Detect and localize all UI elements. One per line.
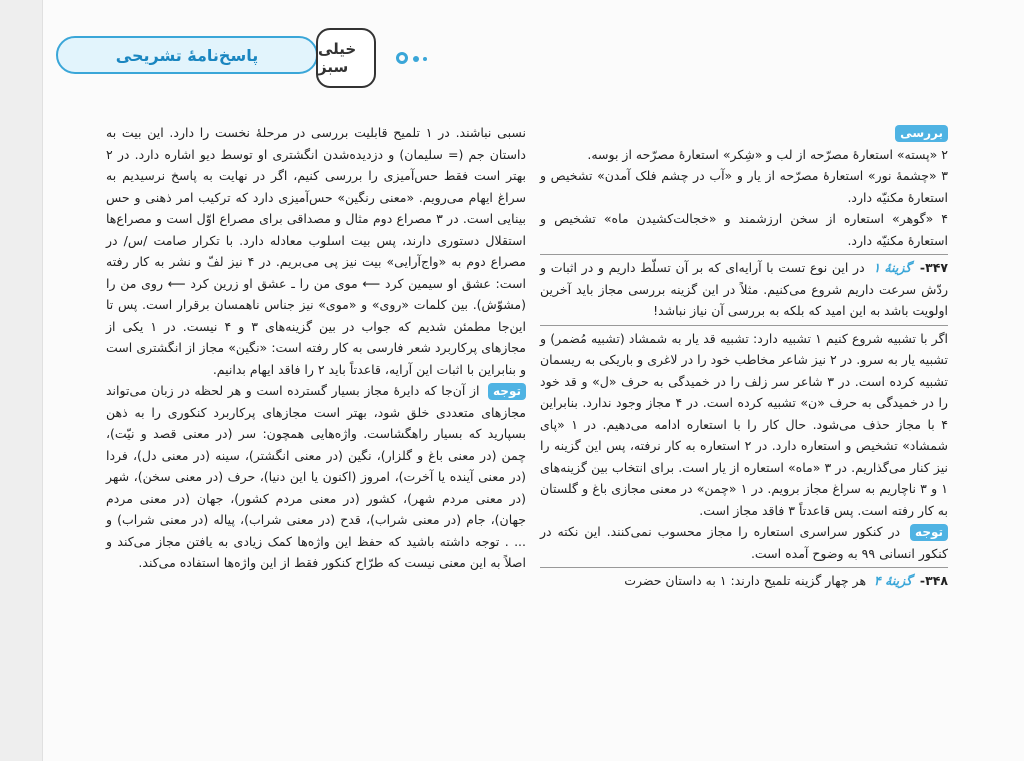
right-column bbox=[540, 122, 948, 592]
decor-circle-icon bbox=[396, 52, 408, 64]
question-number: ۳۴۷- bbox=[919, 260, 949, 275]
review-item-2: ۲ «پسته» استعارهٔ مصرّحه از لب و «شِکر» استعارهٔ مصرّحه از بوسه. bbox=[587, 146, 948, 162]
note-tag: توجه bbox=[910, 524, 948, 541]
question-347-body: اگر با تشبیه شروع کنیم ۱ تشبیه دارد: تشبیه قد یار به شمشاد (تشبیه مُضمر) و تشبیه یار به سرو. در ۲ نیز شاعر مخاطب خود را در لاغری و باریکی به ریسمان تشبیه کرده است. در ۳ شاعر سر زلف را در خمیدگی به حرف «ل» و قد خود را در خمیدگی به حرف «ن» تشبیه کرده است. در ۴ مجاز وجود ندارد. بنابراین ۴ با مجاز حذف می‌شود. حال کار را با استعاره ادامه می‌دهیم. در ۱ «پای شمشاد» تشخیص و استعاره دارد. در ۲ استعاره به کار نرفته، پس این گزینه را نیز کنار می‌گذاریم. در ۳ «ماه» استعاره از یار است. برای انتخاب بین گزینه‌های ۱ و ۳ ناچاریم به سراغ مجاز برویم. در ۱ «چمن» در معنی مجازی باغ و گلستان به کار رفته است. پس قاعدتاً ۳ فاقد مجاز است. bbox=[540, 330, 948, 518]
question-intro: در این نوع تست با آرایه‌ای که بر آن تسلّط داریم و در اثبات و ردّش سرعت داریم شروع می‌کنیم. مثلاً در این گزینه بررسی مجاز باید آخرین اولویت باشد به این امید که بلکه به بررسی آن نیاز نباشد! bbox=[540, 260, 948, 318]
question-number: ۳۴۸- bbox=[919, 573, 948, 588]
header-title: پاسخ‌نامهٔ تشریحی bbox=[115, 45, 259, 65]
review-tag: بررسی bbox=[895, 125, 948, 142]
note-paragraph bbox=[106, 380, 526, 574]
review-item-4: ۴ «گوهر» استعاره از سخن ارزشمند و «خجالت‌کشیدن ماه» تشخیص و استعارهٔ مکنیّه دارد. bbox=[540, 211, 948, 248]
answer-option: گزینهٔ ۴ bbox=[874, 573, 912, 588]
question-intro: هر چهار گزینه تلمیح دارند: ۱ به داستان حضرت bbox=[624, 573, 867, 588]
decor-dot-small-icon bbox=[423, 57, 427, 61]
divider bbox=[540, 254, 948, 255]
note-text: از آن‌جا که دایرهٔ مجاز بسیار گسترده است و هر لحظه در زبان می‌تواند مجازهای متعددی خلق شود، بهتر است مجازهای پرکاربرد کنکوری را به ذهن بسپارید که بسیار راهگشاست. واژه‌هایی همچون: سر (در معنی قصد و نیّت)، چمن (در معنی باغ و گلزار)، نگین (در معنی انگشتر)، سینه (در معنی دل)، فردا (در معنی آینده یا آخرت)، امروز (اکنون یا این دنیا)، حرف (در معنی سخن)، شهر (در معنی مردم شهر)، کشور (در معنی مردم کشور)، جهان (در معنی مردم جهان)، جام (در معنی شراب)، قدح (در معنی شراب)، پیاله (در معنی شراب) و ... . توجه داشته باشید که حفظ این واژه‌ها کمک زیادی به یافتن مجاز می‌کند و اصلاً به این معنی نیست که طرّاح کنکور فقط از این واژه‌ها استفاده می‌کند. bbox=[106, 383, 526, 570]
divider bbox=[540, 325, 948, 326]
decor-dot-icon bbox=[413, 56, 419, 62]
header-banner bbox=[56, 36, 318, 74]
note-tag: توجه bbox=[488, 383, 526, 400]
paragraph: نسبی نباشند. در ۱ تلمیح قابلیت بررسی در مرحلهٔ نخست را دارد. این بیت به داستان جم (= سلیمان) و دزدیده‌شدن انگشتری او توسط دیو اشاره دارد. در ۲ بهتر است فقط حس‌آمیزی را بررسی کنیم، اگر در نهایت به پاسخ نرسیدیم به سراغ ایهام می‌رویم. «معنی رنگین» حس‌آمیزی دارد که ترکیب امر ذهنی و حس بینایی است. در ۳ مصراع دوم مثال و مصداقی برای مصراع اوّل است و مصراع‌ها استقلال دستوری دارند، پس بیت اسلوب معادله دارد. با تکرار صامت /س/ در مصراع دوم به «واج‌آرایی» بیت نیز پی می‌بریم. در ۴ نیز لفّ و نشر به کار رفته است: عشق او سیمین کرد ⟵ موی من را ـ عشق او زرین کرد ⟵ روی من را (مشوّش). بین کلمات «روی» و «موی» نیز جناس ناهمسان برقرار است. پس تا این‌جا مطمئن شدیم که جواب در بین گزینه‌های ۳ و ۴ نیست. در ۱ یکی از مجازهای پرکاربرد شعر فارسی به کار رفته است: «نگین» مجاز از انگشتری است و بنابراین با اثبات این آرایه، قاعدتاً باید ۲ را فاقد ایهام بدانیم. bbox=[106, 125, 526, 377]
note-text: در کنکور سراسری استعاره را مجاز محسوب نمی‌کنند. این نکته در کنکور انسانی ۹۹ به وضوح آمده است. bbox=[540, 524, 948, 561]
question-348-header bbox=[540, 570, 948, 592]
page-edge bbox=[0, 0, 43, 761]
brand-logo bbox=[316, 28, 376, 88]
review-item-3: ۳ «چشمهٔ نور» استعارهٔ مصرّحه از یار و «آب در چشم فلک آمدن» تشخیص و استعارهٔ مکنیّه دارد. bbox=[540, 168, 948, 205]
left-column bbox=[106, 122, 526, 574]
divider bbox=[540, 567, 948, 568]
note-paragraph bbox=[540, 521, 948, 564]
answer-option: گزینهٔ ۱ bbox=[873, 260, 912, 275]
logo-text: خیلی سبز bbox=[318, 40, 357, 76]
question-347-header bbox=[540, 257, 948, 322]
